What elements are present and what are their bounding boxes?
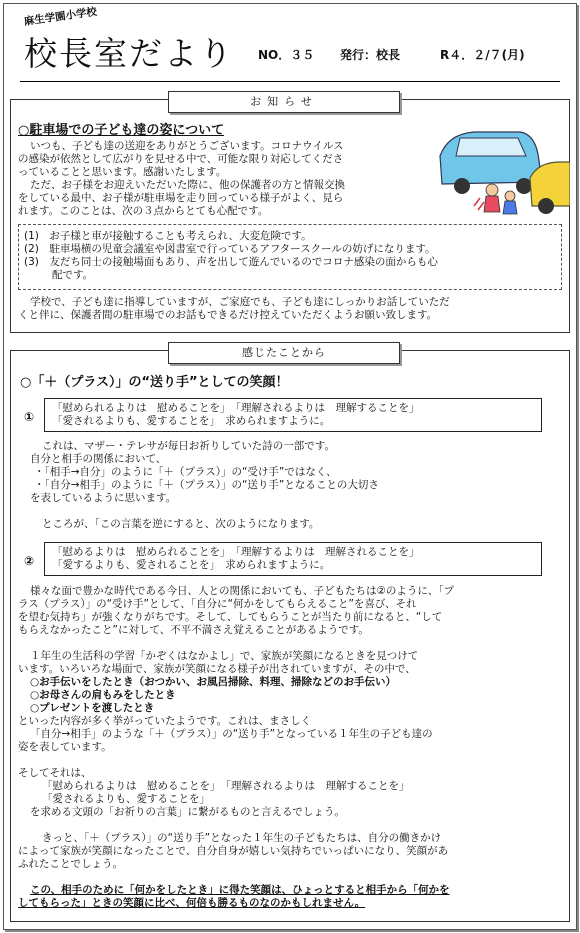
concern-item: (2) 駐車場横の児童会議室や図書室で行っているアフタースクールの妨げになります。: [24, 243, 436, 255]
quote2-line: 「愛するよりも、愛されることを」 求められますように。: [52, 559, 331, 571]
notice-p1-line: れます。このことは、次の３点からとても心配です。: [18, 205, 269, 217]
school-name: 麻生学園小学校: [23, 5, 98, 28]
header-rule: [20, 81, 560, 82]
feel-p1-line: これは、マザー・テレサが毎日お祈りしていた詩の一部です。: [42, 440, 335, 452]
issue-number: NO．３５: [258, 48, 315, 62]
notice-p1-line: いつも、子ども達の送迎をありがとうございます。コロナウイルス: [30, 140, 344, 152]
feel-subtitle: ○「＋（プラス）」の“送り手”としての笑顔！: [20, 375, 289, 390]
notice-heading: お知らせ: [168, 91, 400, 113]
feel-p4-line: といった内容が多く挙がっていたようです。これは、まさしく: [18, 715, 312, 727]
feel-p4-line: ○お手伝いをしたとき（おつかい、お風呂掃除、料理、掃除などのお手伝い）: [30, 676, 397, 688]
feel-p3-line: 様々な面で豊かな時代である今日、人との関係においても、子どもたちは②のように、「プ: [30, 585, 455, 597]
feel-p1-line: を表しているように思います。: [30, 492, 177, 504]
feel-p4-line: ○プレゼントを渡したとき: [30, 702, 155, 714]
feel-p1-line: 自分と相手の関係において、: [30, 453, 167, 465]
quote1-mark: ①: [24, 410, 35, 424]
feel-p4-line: ○お母さんの肩もみをしたとき: [30, 689, 176, 701]
notice-p1-line: をしている最中、お子様が駐車場を走り回っている様子がよく、見ら: [18, 192, 344, 204]
feel-p4-line: 「自分→相手」のような「＋（プラス）」の“送り手”となっている１年生の子ども達の: [30, 728, 433, 740]
quote1-line: 「愛されるよりも、愛することを」 求められますように。: [52, 415, 331, 427]
notice-p1-line: っていることと思います。感謝いたします。: [18, 166, 227, 178]
feel-p6-line: きっと、「＋（プラス）」の“送り手”となった１年生の子どもたちは、自分の働きかけ: [42, 832, 442, 844]
feel-p1-line: ・「自分→相手」のように「＋（プラス）」の“送り手”となることの大切さ: [34, 479, 379, 491]
feel-p3-line: ラス（プラス）」の“受け手”として、「自分に“何かをしてもらえること”を喜び、それ: [18, 598, 417, 610]
concern-item: (1) お子様と車が接触することも考えられ、大変危険です。: [24, 230, 312, 242]
issue-date: R４．２/７(月): [440, 48, 525, 62]
notice-p1-line: ただ、お子様をお迎えいただいた際に、他の保護者の方と情報交換: [30, 179, 345, 191]
quote1-line: 「慰められるよりは 慰めることを」 「理解されるよりは 理解することを」: [52, 402, 420, 414]
concern-item: (3) 友だち同士の接触場面もあり、声を出して遊んでいるのでコロナ感染の面からも心: [24, 256, 438, 268]
feel-heading: 感じたことから: [168, 342, 400, 364]
feel-p4-line: 姿を表しています。: [18, 741, 112, 753]
quote2-mark: ②: [24, 554, 35, 568]
feel-p1-line: ・「相手→自分」のように「＋（プラス）」の“受け手”ではなく、: [34, 466, 337, 478]
feel-p3-line: を望む気持ち」が強くなりがちです。そして、してもらうことが当たり前になると、“して: [18, 611, 443, 623]
feel-p4-line: います。いろいろな場面で、家族が笑顔になる様子が出されていますが、その中で、: [18, 663, 416, 675]
quote2-line: 「慰めるよりは 慰められることを」 「理解するよりは 理解されることを」: [52, 546, 420, 558]
feel-p7-line: この、相手のために「何かをしたとき」に得た笑顔は、ひょっとすると相手から「何かを: [30, 884, 450, 896]
feel-p5-line: を求める文頭の「お祈りの言葉」に繋がるものと言えるでしょう。: [30, 806, 345, 818]
notice-p2-line: 学校で、子ども達に指導していますが、ご家庭でも、子ども達にしっかりお話していただ: [30, 296, 450, 308]
feel-p5-line: そしてそれは、: [18, 767, 92, 779]
notice-p1-line: の感染が依然として広がりを見せる中で、可能な限り対応してくださ: [18, 153, 344, 165]
feel-p3-line: もらえなかったこと”に対して、不平不満さえ覚えることがあるようです。: [18, 624, 369, 636]
newsletter-title: 校長室だより: [24, 34, 234, 73]
concern-item: 配です。: [52, 269, 94, 281]
feel-p7-line: してもらった」ときの笑顔に比べ、何倍も勝るものなのかもしれません。: [18, 897, 366, 909]
notice-subtitle: ○駐車場での子ども達の姿について: [18, 123, 225, 138]
feel-p5-line: 「慰められるよりは 慰めることを」 「理解されるよりは 理解することを」: [42, 780, 410, 792]
parking-lot-illustration: [434, 126, 570, 218]
feel-p4-line: １年生の生活科の学習「かぞくはなかよし」で、家族が笑顔になるときを見つけて: [30, 650, 419, 662]
feel-p6-line: ふれたことでしょう。: [18, 858, 123, 870]
issuer: 発行：校長: [340, 48, 401, 62]
feel-p2: ところが、「この言葉を逆にすると、次のようになります。: [42, 518, 320, 530]
notice-p2-line: くと伴に、保護者間の駐車場でのお話もできるだけ控えていただくようお願い致します。: [18, 309, 438, 321]
feel-p5-line: 「愛されるよりも、愛することを」: [42, 793, 210, 805]
feel-p6-line: によって家族が笑顔になったことで、自分自身が嬉しい気持ちでいっぱいになり、笑顔があ: [18, 845, 449, 857]
